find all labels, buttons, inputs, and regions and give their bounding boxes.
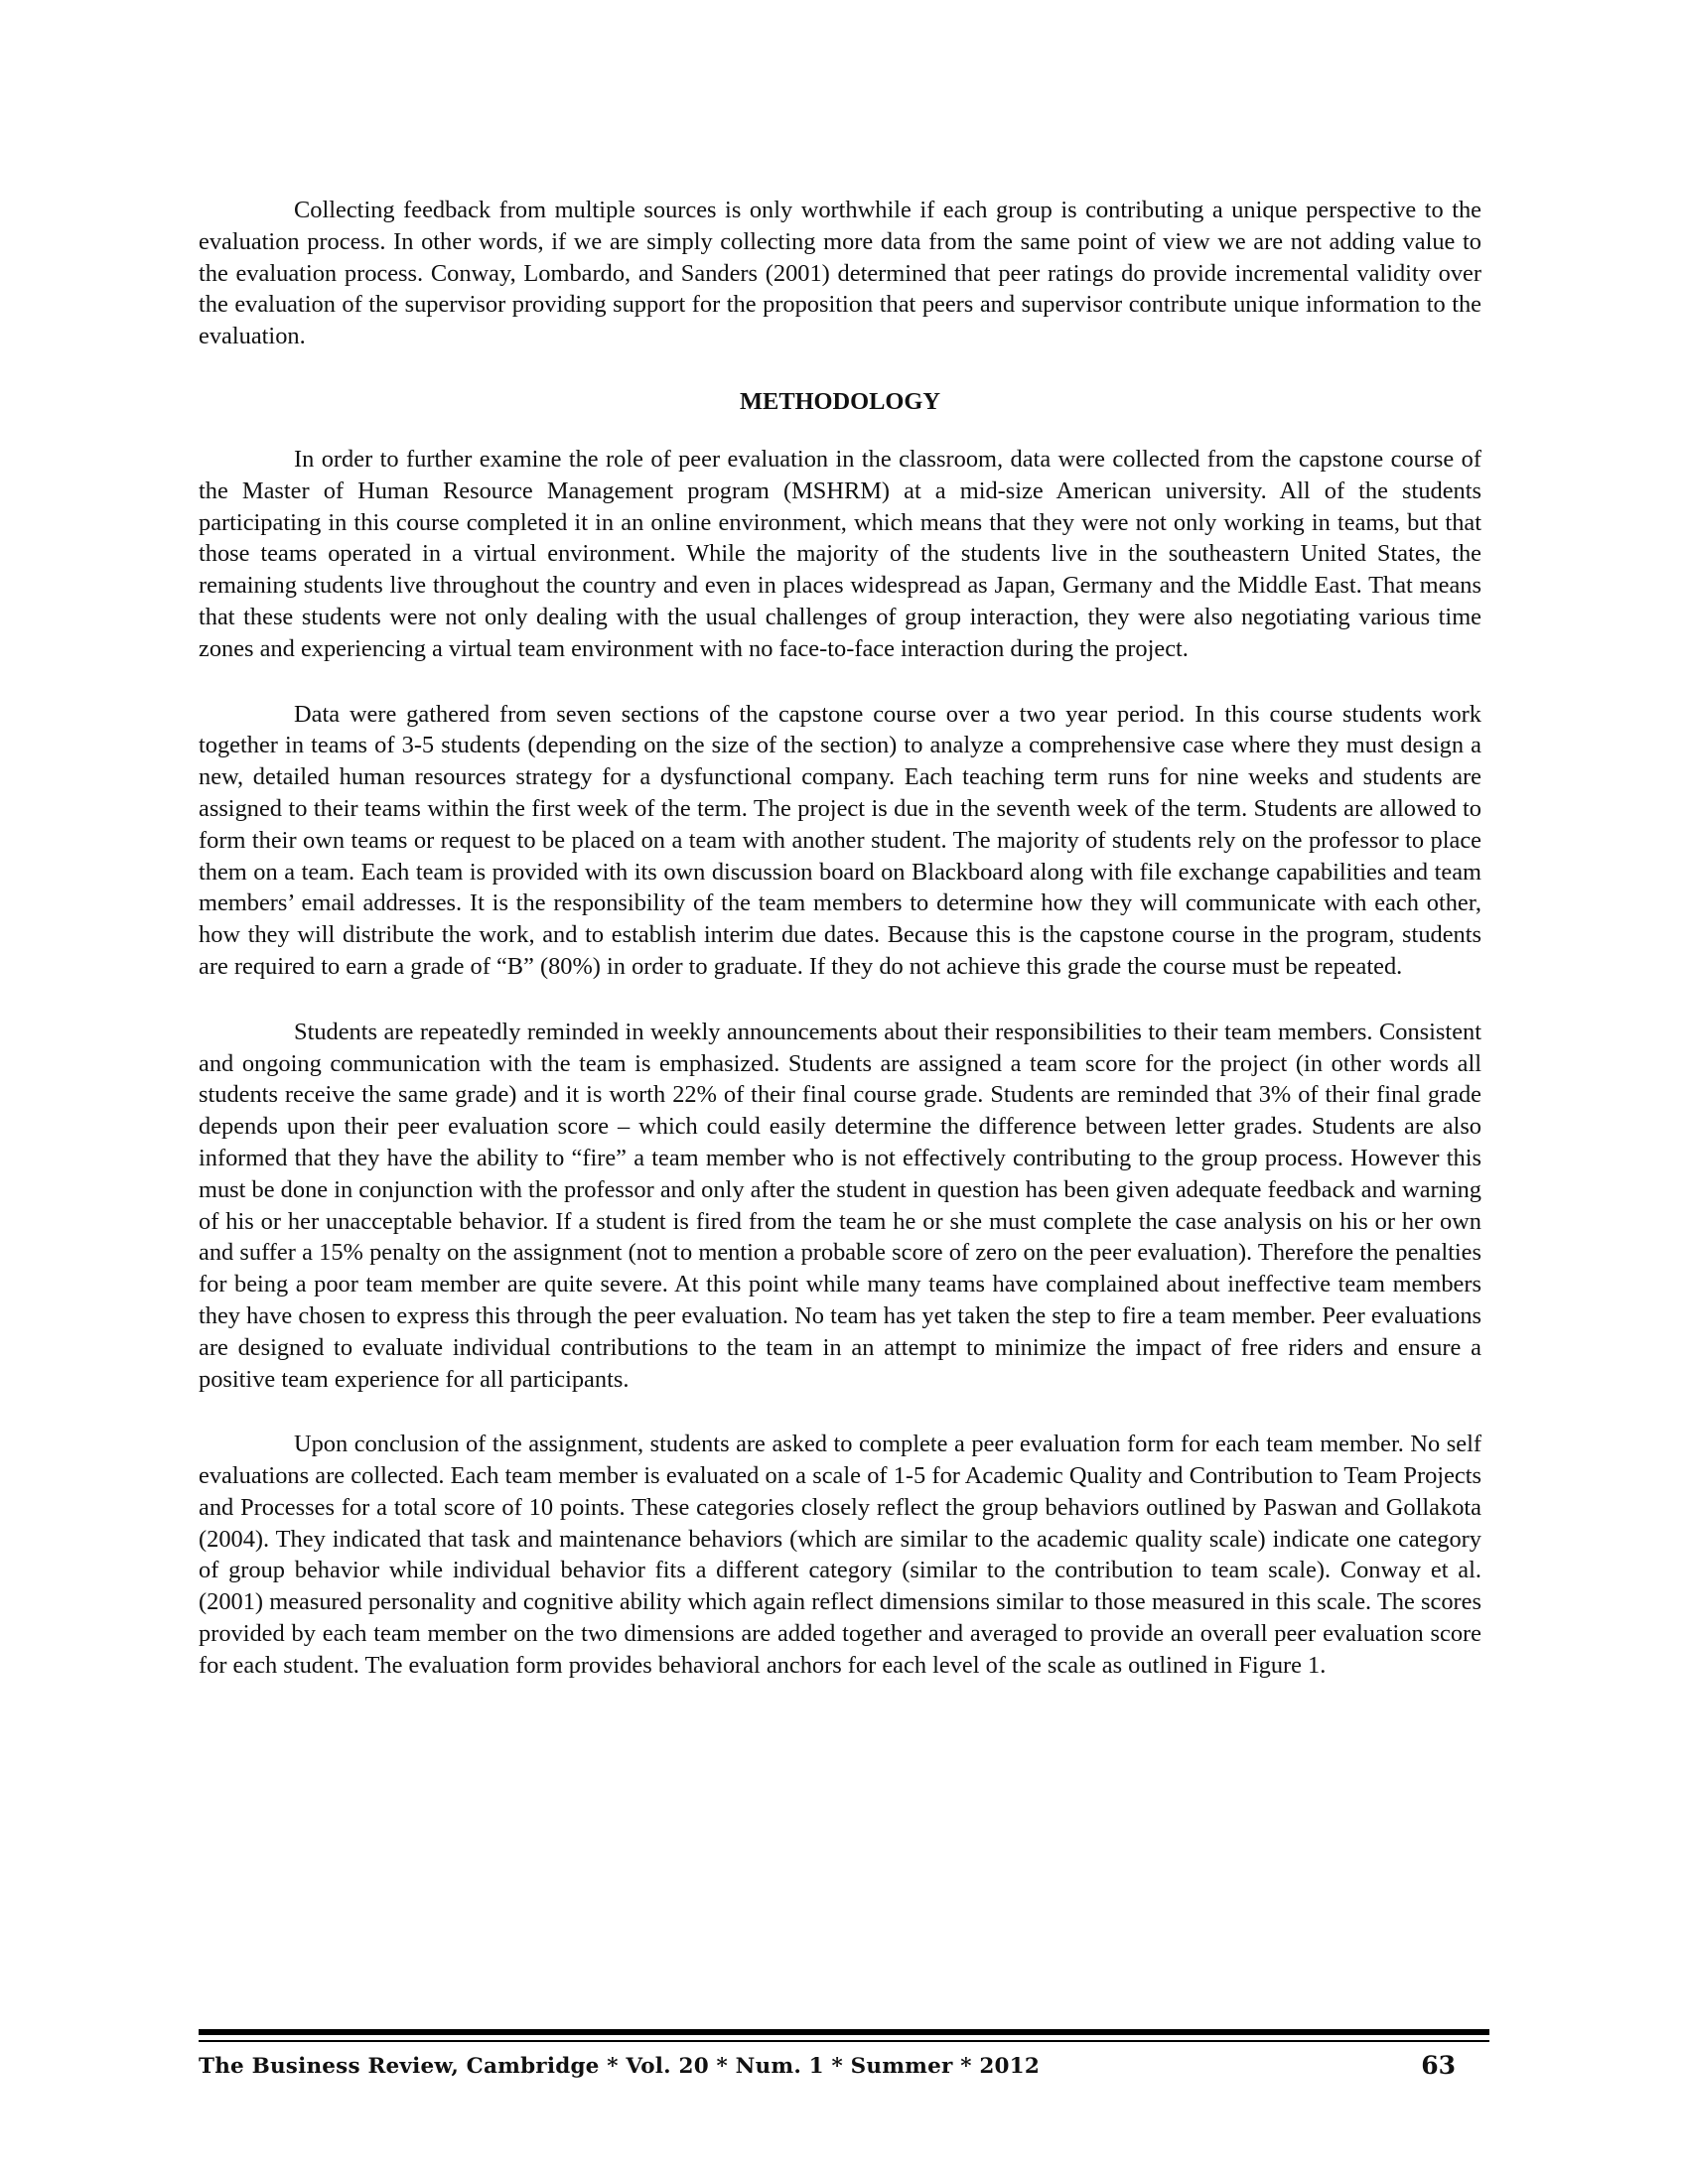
footer-journal-citation: The Business Review, Cambridge * Vol. 20 * Num. 1 * Summer * 2012 [199, 2054, 1040, 2079]
paragraph-methodology-2: Data were gathered from seven sections of the capstone course over a two year period. In this course students work together in teams of 3-5 students (depending on the size of the section) to analyze a comprehensive case where they must design a new, detailed human resources strategy for a dysfunctional company. Each teaching term runs for nine weeks and students are assigned to their teams within the first week of the term. The project is due in the seventh week of the term. Students are allowed to form their own teams or request to be placed on a team with another student. The majority of students rely on the professor to place them on a team. Each team is provided with its own discussion board on Blackboard along with file exchange capabilities and team members’ email addresses. It is the responsibility of the team members to determine how they will communicate with each other, how they will distribute the work, and to establish interim due dates. Because this is the capstone course in the program, students are required to earn a grade of “B” (80%) in order to graduate. If they do not achieve this grade the course must be repeated. [199, 700, 1481, 980]
footer-page-number: 63 [1421, 2051, 1456, 2080]
footer-rule-thin [199, 2040, 1489, 2042]
footer-rule-thick [199, 2029, 1489, 2035]
paragraph-methodology-1: In order to further examine the role of peer evaluation in the classroom, data were collected from the capstone course of the Master of Human Resource Management program (MSHRM) at a mid-size American university. All of the students participating in this course completed it in an online environment, which means that they were not only working in teams, but that those teams operated in a virtual environment. While the majority of the students live in the southeastern United States, the remaining students live throughout the country and even in places widespread as Japan, Germany and the Middle East. That means that these students were not only dealing with the usual challenges of group interaction, they were also negotiating various time zones and experiencing a virtual team environment with no face-to-face interaction during the project. [199, 445, 1481, 662]
section-heading-methodology: METHODOLOGY [740, 387, 940, 415]
paragraph-methodology-3: Students are repeatedly reminded in weekly announcements about their responsibilities to their team members. Consistent and ongoing communication with the team is emphasized. Students are assigned a team score for the project (in other words all students receive the same grade) and it is worth 22% of their final course grade. Students are reminded that 3% of their final grade depends upon their peer evaluation score – which could easily determine the difference between letter grades. Students are also informed that they have the ability to “fire” a team member who is not effectively contributing to the group process. However this must be done in conjunction with the professor and only after the student in question has been given adequate feedback and warning of his or her unacceptable behavior. If a student is fired from the team he or she must complete the case analysis on his or her own and suffer a 15% penalty on the assignment (not to mention a probable score of zero on the peer evaluation). Therefore the penalties for being a poor team member are quite severe. At this point while many teams have complained about ineffective team members they have chosen to express this through the peer evaluation. No team has yet taken the step to fire a team member. Peer evaluations are designed to evaluate individual contributions to the team in an attempt to minimize the impact of free riders and ensure a positive team experience for all participants. [199, 1018, 1481, 1393]
paragraph-intro: Collecting feedback from multiple sources is only worthwhile if each group is contributing a unique perspective to the evaluation process. In other words, if we are simply collecting more data from the same point of view we are not adding value to the evaluation process. Conway, Lombardo, and Sanders (2001) determined that peer ratings do provide incremental validity over the evaluation of the supervisor providing support for the proposition that peers and supervisor contribute unique information to the evaluation. [199, 197, 1481, 350]
page-body [199, 195, 1481, 1715]
paragraph-methodology-4: Upon conclusion of the assignment, students are asked to complete a peer evaluation form for each team member. No self evaluations are collected. Each team member is evaluated on a scale of 1-5 for Academic Quality and Contribution to Team Projects and Processes for a total score of 10 points. These categories closely reflect the group behaviors outlined by Paswan and Gollakota (2004). They indicated that task and maintenance behaviors (which are similar to the academic quality scale) indicate one category of group behavior while individual behavior fits a different category (similar to the contribution to team scale). Conway et al. (2001) measured personality and cognitive ability which again reflect dimensions similar to those measured in this scale. The scores provided by each team member on the two dimensions are added together and averaged to provide an overall peer evaluation score for each student. The evaluation form provides behavioral anchors for each level of the scale as outlined in Figure 1. [199, 1431, 1481, 1679]
